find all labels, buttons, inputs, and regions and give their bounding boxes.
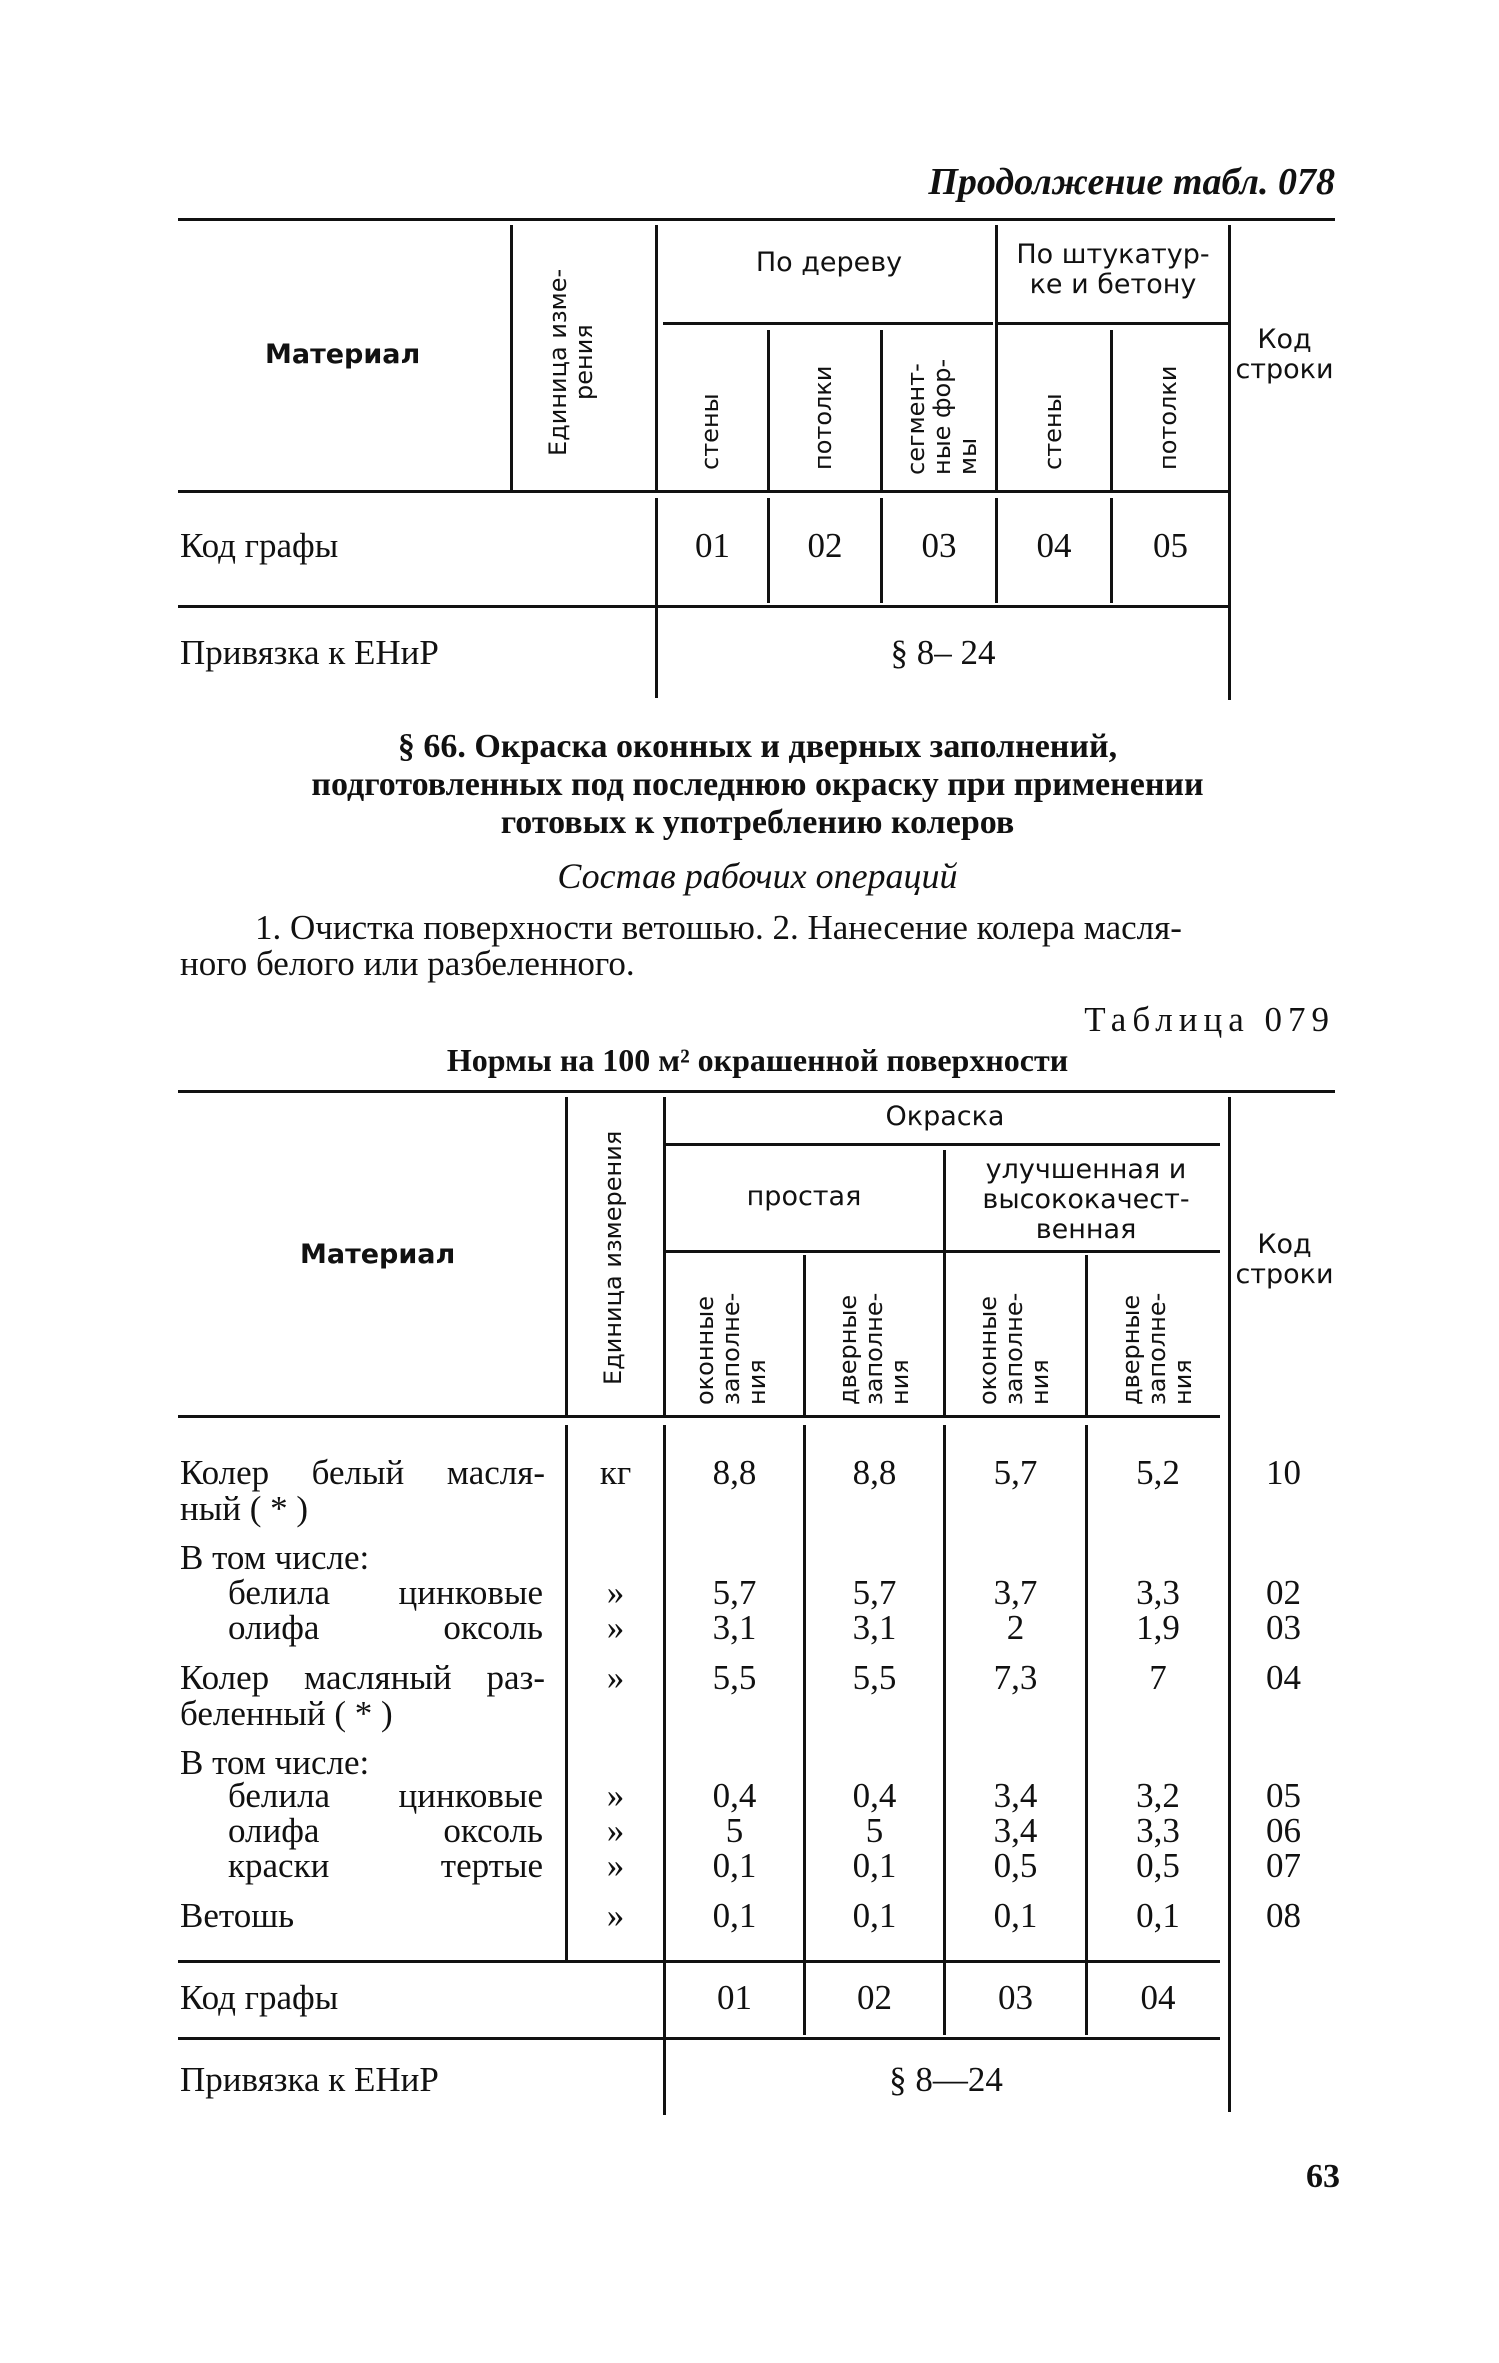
table-079-improved-header: улучшенная и высококачест-венная (982, 1154, 1190, 1245)
value-cell: 5,2 (1136, 1453, 1180, 1492)
section-title (180, 728, 1335, 842)
unit-cell: » (606, 1573, 625, 1612)
value-cell: 2 (1006, 1608, 1025, 1647)
table-079-simple-header: простая (746, 1181, 862, 1212)
value-cell: 0,1 (993, 1896, 1038, 1935)
table-078-code-cell: 02 (807, 526, 843, 565)
table-079-code-cell: 02 (857, 1978, 892, 2017)
page-number: 63 (1306, 2158, 1340, 2195)
value-cell: 7 (1149, 1658, 1167, 1697)
continuation-label: Продолжение табл. 078 (928, 161, 1335, 203)
table-078-col-header: потолки (809, 365, 837, 470)
table-078-unit-header: Единица изме-рения (544, 268, 598, 457)
value-cell: 3,2 (1136, 1776, 1180, 1815)
table-079-col-header: оконные заполне-ния (974, 1292, 1054, 1405)
table-079-code-cell: 01 (717, 1978, 752, 2017)
value-cell: 0,1 (712, 1846, 757, 1885)
value-cell: 0,5 (1136, 1846, 1180, 1885)
value-cell: 5,5 (852, 1658, 897, 1697)
section-title-line: подготовленных под последнюю окраску при применении (311, 766, 1204, 803)
table-079-code-cell: 03 (998, 1978, 1033, 2017)
value-cell: 5,7 (993, 1453, 1038, 1492)
row-code-cell: 06 (1266, 1811, 1301, 1850)
operations-line: 1. Очистка поверхности ветошью. 2. Нанесение колера масля- (255, 908, 1182, 947)
material-name (180, 1455, 545, 1527)
material-name-line: В том числе: (180, 1743, 370, 1782)
unit-cell: » (606, 1658, 625, 1697)
value-cell: 0,1 (852, 1846, 897, 1885)
unit-cell: » (606, 1846, 625, 1885)
unit-cell: » (606, 1896, 625, 1935)
table-079-col-header: дверные заполне-ния (834, 1292, 914, 1405)
row-code-cell: 08 (1266, 1896, 1301, 1935)
row-code-cell: 04 (1266, 1658, 1301, 1697)
material-name (228, 1813, 543, 1849)
value-cell: 5,7 (852, 1573, 897, 1612)
table-078-code-header: Код строки (1235, 324, 1334, 385)
table-078-group-rule-wood (663, 322, 993, 325)
unit-cell: » (606, 1811, 625, 1850)
operations-text (180, 910, 1335, 982)
table-078-group-plaster: По штукатур-ке и бетону (1016, 239, 1210, 300)
section-title-line: § 66. Окраска оконных и дверных заполнений, (397, 728, 1118, 765)
material-name (180, 1540, 545, 1576)
table-078-col-header: стены (696, 393, 724, 470)
table-079-unit-header: Единица измерения (599, 1130, 627, 1385)
table-078-header-rule (178, 490, 1228, 493)
value-cell: 3,3 (1136, 1573, 1180, 1612)
table-079-label: Таблица 079 (1084, 1000, 1335, 1039)
value-cell: 3,1 (712, 1608, 757, 1647)
material-name-line: Ветошь (180, 1896, 295, 1935)
value-cell: 0,1 (712, 1896, 757, 1935)
value-cell: 3,4 (993, 1776, 1038, 1815)
value-cell: 0,1 (852, 1896, 897, 1935)
table-078-top-rule (178, 218, 1335, 221)
value-cell: 3,1 (852, 1608, 897, 1647)
table-078-code-rule (178, 605, 1228, 608)
table-079-header-rule (178, 1415, 1220, 1418)
material-name-line: ный ( * ) (180, 1489, 309, 1528)
row-code-cell: 05 (1266, 1776, 1301, 1815)
material-name-line: Колер масляный раз- (180, 1658, 545, 1697)
value-cell: 0,4 (712, 1776, 757, 1815)
table-079-code-header: Код строки (1235, 1229, 1334, 1290)
table-079-material-header: Материал (300, 1239, 456, 1270)
material-name-line: беленный ( * ) (180, 1694, 393, 1733)
row-code-cell: 10 (1266, 1453, 1301, 1492)
value-cell: 3,4 (993, 1811, 1038, 1850)
material-name-line: Колер белый масля- (180, 1453, 545, 1492)
value-cell: 5,7 (712, 1573, 757, 1612)
table-079-top-rule (178, 1090, 1335, 1093)
material-name-line: краски тертые (228, 1846, 543, 1885)
material-name (180, 1898, 545, 1934)
table-079-col-header: дверные заполне-ния (1117, 1292, 1197, 1405)
table-079-col-header: оконные заполне-ния (691, 1292, 771, 1405)
table-078-code-cell: 04 (1036, 526, 1072, 565)
value-cell: 8,8 (712, 1453, 757, 1492)
value-cell: 3,7 (993, 1573, 1038, 1612)
table-079-code-row-label: Код графы (180, 1978, 339, 2017)
table-079-enir-value: § 8—24 (889, 2060, 1003, 2099)
section-title-line: готовых к употреблению колеров (500, 804, 1015, 841)
value-cell: 0,5 (993, 1846, 1038, 1885)
unit-cell: » (606, 1776, 625, 1815)
table-078-col-header: сегмент-ные фор-мы (902, 358, 982, 475)
table-078-group-rule-plaster (995, 322, 1228, 325)
table-078-code-cell: 03 (921, 526, 957, 565)
unit-cell: кг (599, 1453, 632, 1492)
table-078-enir-value: § 8– 24 (890, 633, 996, 672)
table-078-code-cell: 05 (1153, 526, 1188, 565)
value-cell: 5 (865, 1811, 884, 1850)
material-name (228, 1778, 543, 1814)
table-078-enir-label: Привязка к ЕНиР (180, 633, 439, 672)
material-name (228, 1575, 543, 1611)
table-079-enir-label: Привязка к ЕНиР (180, 2060, 439, 2099)
value-cell: 8,8 (852, 1453, 897, 1492)
table-078-material-header: Материал (265, 339, 421, 370)
table-078-col-header: потолки (1154, 365, 1182, 470)
value-cell: 7,3 (993, 1658, 1038, 1697)
value-cell: 5,5 (712, 1658, 757, 1697)
table-078-group-wood: По дереву (755, 247, 903, 278)
row-code-cell: 03 (1266, 1608, 1301, 1647)
material-name (180, 1660, 545, 1732)
value-cell: 0,4 (852, 1776, 897, 1815)
table-079-painting-header: Окраска (885, 1101, 1005, 1132)
value-cell: 1,9 (1136, 1608, 1180, 1647)
value-cell: 3,3 (1136, 1811, 1180, 1850)
row-code-cell: 07 (1266, 1846, 1301, 1885)
table-079-caption: Нормы на 100 м² окрашенной поверхности (446, 1042, 1069, 1078)
value-cell: 0,1 (1136, 1896, 1180, 1935)
table-078-code-cell: 01 (695, 526, 730, 565)
material-name (228, 1610, 543, 1646)
row-code-cell: 02 (1266, 1573, 1301, 1612)
table-079-code-cell: 04 (1140, 1978, 1176, 2017)
table-078-col-header: стены (1039, 393, 1067, 470)
table-078-code-row-label: Код графы (180, 526, 339, 565)
material-name-line: В том числе: (180, 1538, 370, 1577)
operations-title: Состав рабочих операций (557, 856, 958, 896)
material-name-line: белила цинковые (228, 1776, 543, 1815)
unit-cell: » (606, 1608, 625, 1647)
material-name-line: белила цинковые (228, 1573, 543, 1612)
value-cell: 5 (725, 1811, 744, 1850)
material-name-line: олифа оксоль (228, 1811, 543, 1850)
material-name (228, 1848, 543, 1884)
operations-line: ного белого или разбеленного. (180, 944, 635, 983)
material-name-line: олифа оксоль (228, 1608, 543, 1647)
